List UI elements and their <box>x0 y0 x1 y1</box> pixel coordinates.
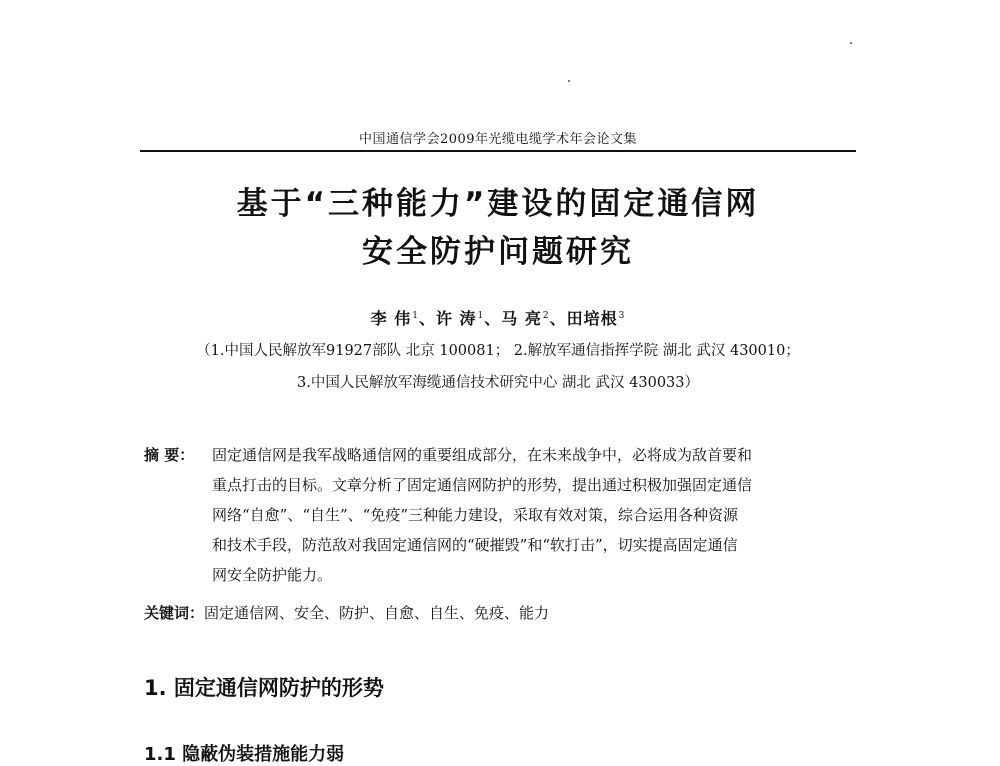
affiliation-line-1: （1.中国人民解放军91927部队 北京 100081； 2.解放军通信指挥学院 湖北 武汉 430010； <box>196 343 800 359</box>
header-rule <box>140 150 856 152</box>
abstract-line: 网安全防护能力。 <box>212 566 333 584</box>
subsection-heading: 1.1 隐蔽伪装措施能力弱 <box>144 744 345 765</box>
keywords-label: 关键词： <box>144 604 205 622</box>
author-separator: 、 <box>418 309 436 328</box>
author-affil-mark: 3 <box>618 310 626 321</box>
abstract-label: 摘 要： <box>144 446 195 464</box>
author-affil-mark: 1 <box>412 310 419 321</box>
author-list <box>140 306 856 329</box>
scan-speck <box>850 42 852 44</box>
scan-speck <box>568 80 570 82</box>
keywords-text: 固定通信网、安全、防护、自愈、自生、免疫、能力 <box>204 604 550 622</box>
abstract-line: 重点打击的目标。文章分析了固定通信网防护的形势，提出通过积极加强固定通信 <box>212 476 753 494</box>
paper-title <box>140 180 856 276</box>
affiliation-line-2: 3.中国人民解放军海缆通信技术研究中心 湖北 武汉 430033） <box>296 375 699 391</box>
author-affil-mark: 1 <box>477 310 485 321</box>
abstract-line: 和技术手段，防范敌对我固定通信网的“硬摧毁”和“软打击”，切实提高固定通信 <box>212 536 738 554</box>
abstract-line: 网络“自愈”、“自生”、“免疫”三种能力建设，采取有效对策，综合运用各种资源 <box>212 506 739 524</box>
abstract <box>144 440 860 590</box>
author-affil-mark: 2 <box>542 310 550 321</box>
author-name: 许 涛 <box>435 309 477 328</box>
running-head: 中国通信学会2009年光缆电缆学术年会论文集 <box>358 132 638 147</box>
author-separator: 、 <box>549 309 567 328</box>
author-name: 田培根 <box>566 309 618 328</box>
abstract-body <box>212 440 860 590</box>
author-name: 李 伟 <box>370 309 412 328</box>
keywords <box>144 602 549 623</box>
section-heading: 1. 固定通信网防护的形势 <box>144 676 384 700</box>
abstract-line: 固定通信网是我军战略通信网的重要组成部分，在未来战争中，必将成为敌首要和 <box>212 446 753 464</box>
title-line-2: 安全防护问题研究 <box>362 234 634 270</box>
author-separator: 、 <box>484 309 502 328</box>
title-line-1: 基于“三种能力”建设的固定通信网 <box>236 186 760 222</box>
author-name: 马 亮 <box>501 309 542 328</box>
